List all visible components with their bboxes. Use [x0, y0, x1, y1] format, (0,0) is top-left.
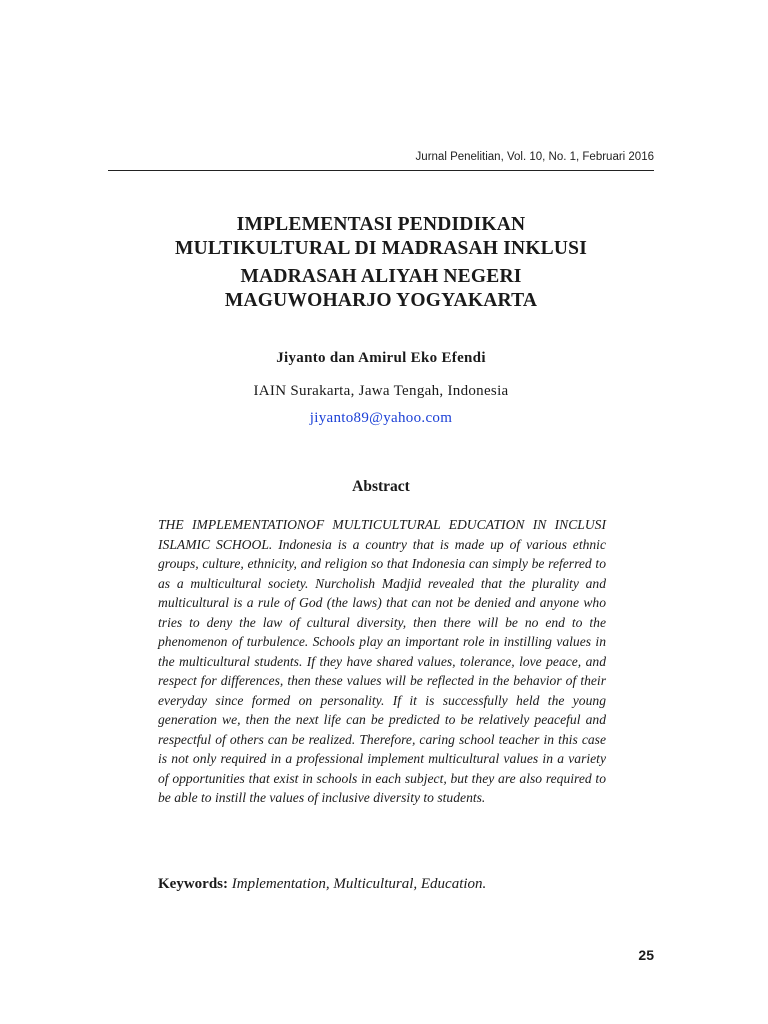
title-line-4: MAGUWOHARJO YOGYAKARTA — [224, 290, 538, 311]
title-line-2: MULTIKULTURAL DI MADRASAH INKLUSI — [174, 238, 588, 259]
authors: Jiyanto dan Amirul Eko Efendi — [276, 350, 486, 366]
author-email-link[interactable]: jiyanto89@yahoo.com — [309, 410, 453, 426]
title-line-3: MADRASAH ALIYAH NEGERI — [240, 266, 522, 287]
abstract-text: Indonesia is a country that is made up of various ethnic groups, culture, ethnicity, and religion so that Indonesia can simply be referred to as a multicultural society. Nurcholish Madjid revealed that the plurality and multicultural is a rule of God (the laws) that can not be denied and anyone who tries to deny the law of cultural diversity, then there will be no end to the phenomenon of turbulence. Schools play an important role in instilling values in the multicultural students. If they have shared values, tolerance, love peace, and respect for differences, then these values will be reflected in the behavior of their everyday since formed on personality. If it is successfully held the young generation we, then the next life can be predicted to be relatively peaceful and respectful of others can be realized. Therefore, caring school teacher in this case is not only required in a professional implement multicultural values in a variety of opportunities that exist in schools in each subject, but they are also required to be able to instill the values of inclusive diversity to students. — [158, 536, 606, 805]
abstract-lead: THE IMPLEMENTATIONOF MULTICULTURAL EDUCATION IN INCLUSI ISLAMIC SCHOOL. — [158, 517, 606, 552]
title-line-1: IMPLEMENTASI PENDIDIKAN — [236, 214, 526, 235]
header-rule — [108, 170, 654, 171]
running-header: Jurnal Penelitian, Vol. 10, No. 1, Februari 2016 — [415, 151, 654, 163]
keywords-values: Implementation, Multicultural, Education. — [231, 876, 487, 892]
abstract-heading: Abstract — [352, 478, 410, 495]
page-number: 25 — [638, 947, 654, 963]
paper-title — [108, 213, 654, 313]
abstract-body — [158, 515, 606, 808]
keywords-label: Keywords: — [158, 876, 228, 892]
keywords — [158, 876, 618, 893]
affiliation: IAIN Surakarta, Jawa Tengah, Indonesia — [253, 383, 509, 399]
